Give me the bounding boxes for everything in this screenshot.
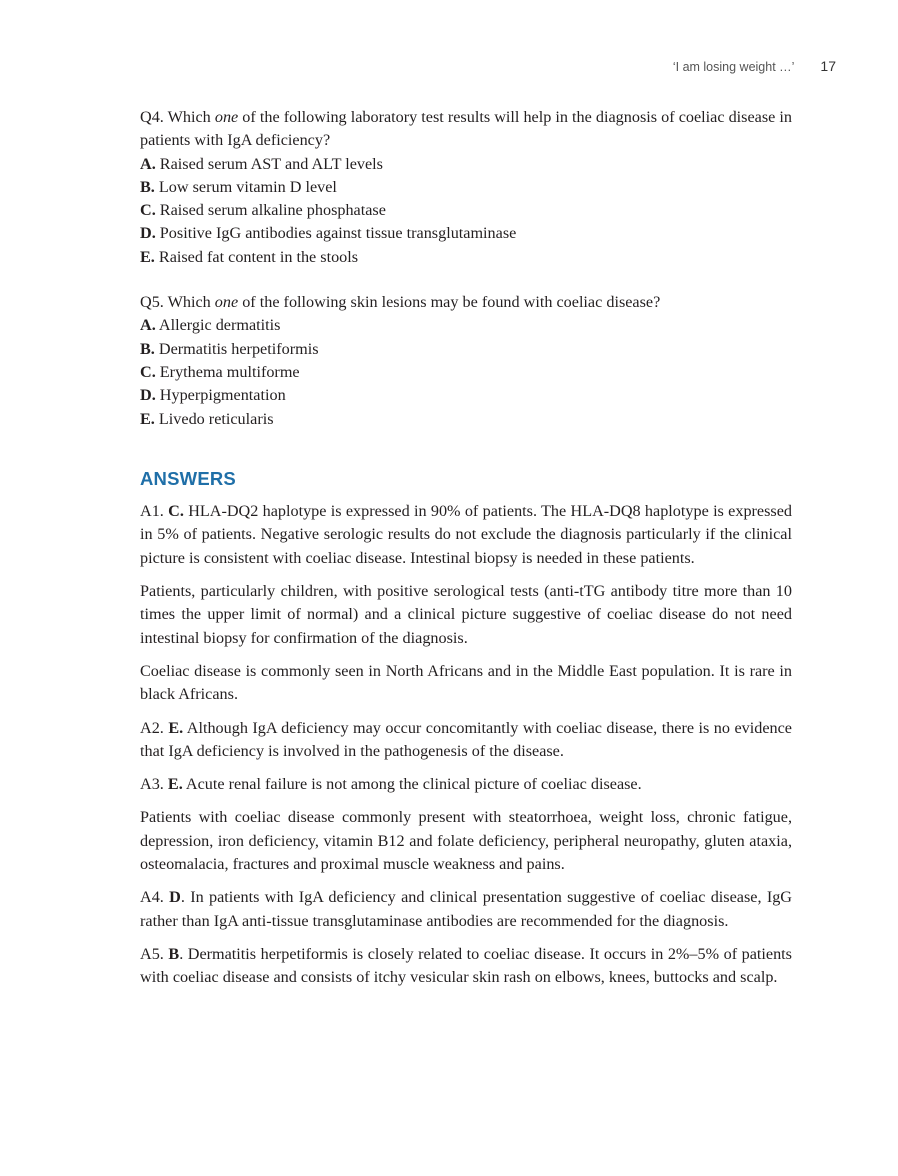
page-number: 17	[820, 58, 836, 74]
answer-option	[140, 199, 792, 222]
option-letter: C.	[140, 201, 156, 220]
question-emphasis: one	[214, 293, 239, 312]
running-header	[673, 58, 836, 74]
question-stem	[140, 106, 792, 153]
page-body	[140, 106, 792, 1000]
answer-paragraph	[140, 500, 792, 570]
answer-text: Although IgA deficiency may occur concomitantly with coeliac disease, there is no evidence that IgA deficiency is involved in the pathogenesis of the disease.	[140, 718, 792, 760]
answer-number: A5.	[140, 944, 169, 963]
question-text: of the following skin lesions may be found with coeliac disease?	[238, 293, 661, 312]
answers-heading: ANSWERS	[140, 467, 236, 489]
option-text: Hyperpigmentation	[159, 386, 286, 405]
option-text: Low serum vitamin D level	[158, 177, 337, 196]
option-text: Allergic dermatitis	[158, 316, 281, 335]
answer-letter: C.	[168, 502, 184, 521]
option-letter: D.	[140, 386, 156, 405]
question-q5	[140, 291, 792, 431]
answer-option	[140, 222, 792, 245]
option-text: Livedo reticularis	[158, 409, 274, 428]
option-letter: C.	[140, 362, 156, 381]
option-letter: E.	[140, 409, 155, 428]
question-emphasis: one	[214, 108, 239, 126]
answer-number: A3.	[140, 775, 168, 794]
answer-paragraph	[140, 580, 792, 650]
answer-letter: E.	[168, 718, 184, 737]
answer-text: HLA-DQ2 haplotype is expressed in 90% of patients. The HLA-DQ8 haplotype is expressed in 5% of patients. Negative serologic results do not exclude the diagnosis particularly if the clinical picture is consistent with coeliac disease. Intestinal biopsy is needed in these patients.	[140, 502, 792, 567]
option-text: Erythema multiforme	[159, 362, 300, 381]
option-letter: E.	[140, 247, 155, 266]
answer-paragraph	[140, 886, 792, 933]
answer-paragraph	[140, 717, 792, 764]
option-text: Positive IgG antibodies against tissue transglutaminase	[159, 224, 517, 243]
question-lead: Q5. Which	[140, 293, 215, 312]
answer-text: Coeliac disease is commonly seen in North Africans and in the Middle East population. It is rare in black Africans.	[140, 661, 792, 704]
option-letter: D.	[140, 224, 156, 243]
option-letter: B.	[140, 177, 155, 196]
answer-letter: B	[168, 944, 180, 963]
option-letter: B.	[140, 339, 155, 358]
answer-number: A4.	[140, 888, 170, 907]
answer-option	[140, 153, 792, 176]
question-lead: Q4. Which	[140, 108, 215, 126]
answer-text: Acute renal failure is not among the clinical picture of coeliac disease.	[182, 775, 642, 794]
answer-text: Patients, particularly children, with positive serological tests (anti-tTG antibody titre more than 10 times the upper limit of normal) and a clinical picture suggestive of coeliac disease do not need intestinal biopsy for confirmation of the diagnosis.	[140, 582, 792, 647]
answer-paragraph	[140, 773, 792, 796]
answer-number: A1.	[140, 502, 169, 521]
answer-option	[140, 176, 792, 199]
answer-letter: E.	[167, 775, 183, 794]
option-text: Dermatitis herpetiformis	[158, 339, 319, 358]
option-letter: A.	[140, 316, 156, 335]
answer-option	[140, 246, 792, 269]
answer-letter: D	[169, 888, 181, 907]
answer-text: . In patients with IgA deficiency and clinical presentation suggestive of coeliac disease, IgG rather than IgA anti-tissue transglutaminase antibodies are recommended for the diagnosis.	[140, 888, 792, 930]
answer-paragraph	[140, 806, 792, 876]
option-letter: A.	[140, 154, 156, 173]
answer-option	[140, 314, 792, 337]
answer-text: Patients with coeliac disease commonly present with steatorrhoea, weight loss, chronic fatigue, depression, iron deficiency, vitamin B12 and folate deficiency, peripheral neuropathy, gluten ataxia, osteomalacia, fractures and proximal muscle weakness and pains.	[140, 808, 792, 874]
answer-paragraph	[140, 943, 792, 990]
option-text: Raised fat content in the stools	[158, 247, 359, 266]
answer-number: A2.	[140, 718, 169, 737]
question-text: of the following laboratory test results will help in the diagnosis of coeliac disease in patients with IgA deficiency?	[140, 108, 792, 150]
answer-paragraph	[140, 660, 792, 707]
answer-option	[140, 361, 792, 384]
option-text: Raised serum alkaline phosphatase	[159, 201, 386, 220]
option-text: Raised serum AST and ALT levels	[159, 154, 383, 173]
question-stem	[140, 291, 792, 314]
answer-option	[140, 384, 792, 407]
answer-option	[140, 408, 792, 431]
question-q4	[140, 106, 792, 269]
running-title: ‘I am losing weight …’	[672, 60, 795, 74]
answer-option	[140, 338, 792, 361]
answer-text: . Dermatitis herpetiformis is closely related to coeliac disease. It occurs in 2%–5% of patients with coeliac disease and consists of itchy vesicular skin rash on elbows, knees, buttocks and scalp.	[140, 944, 792, 987]
